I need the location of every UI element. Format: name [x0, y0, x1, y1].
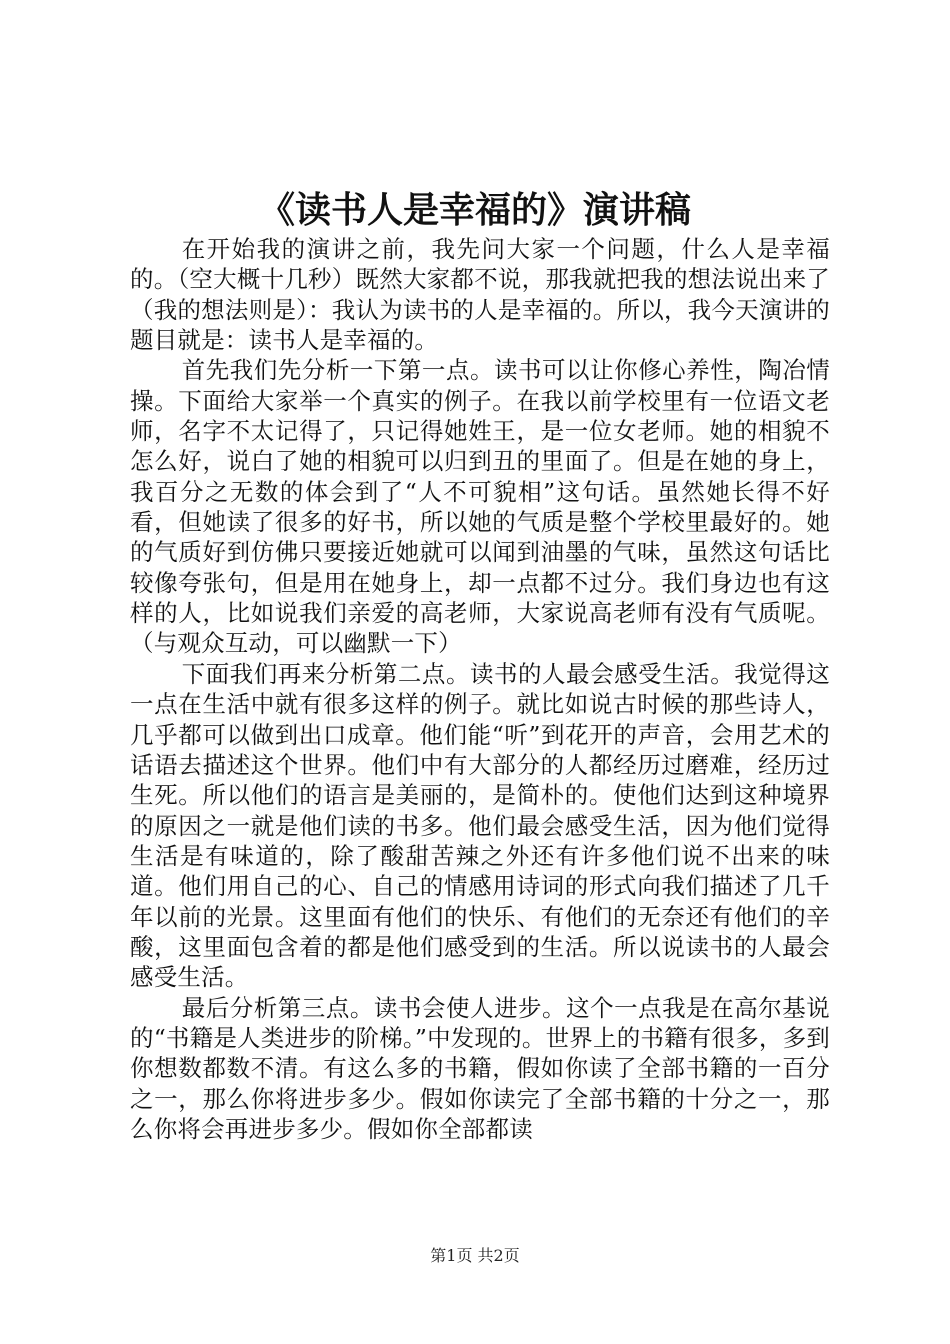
paragraph: 在开始我的演讲之前，我先问大家一个问题，什么人是幸福的。（空大概十几秒）既然大家都不说，那我就把我的想法说出来了（我的想法则是）：我认为读书的人是幸福的。所以，我今天演讲的题目就是：读书人是幸福的。: [130, 235, 830, 355]
paragraph: 下面我们再来分析第二点。读书的人最会感受生活。我觉得这一点在生活中就有很多这样的例子。就比如说古时候的那些诗人，几乎都可以做到出口成章。他们能“听”到花开的声音，会用艺术的话语去描述这个世界。他们中有大部分的人都经历过磨难，经历过生死。所以他们的语言是美丽的，是简朴的。使他们达到这种境界的原因之一就是他们读的书多。他们最会感受生活，因为他们觉得生活是有味道的，除了酸甜苦辣之外还有许多他们说不出来的味道。他们用自己的心、自己的情感用诗词的形式向我们描述了几千年以前的光景。这里面有他们的快乐、有他们的无奈还有他们的辛酸，这里面包含着的都是他们感受到的生活。所以说读书的人最会感受生活。: [130, 659, 830, 992]
paragraph: 首先我们先分析一下第一点。读书可以让你修心养性，陶冶情操。下面给大家举一个真实的例子。在我以前学校里有一位语文老师，名字不太记得了，只记得她姓王，是一位女老师。她的相貌不怎么好，说白了她的相貌可以归到丑的里面了。但是在她的身上，我百分之无数的体会到了“人不可貌相”这句话。虽然她长得不好看，但她读了很多的好书，所以她的气质是整个学校里最好的。她的气质好到仿佛只要接近她就可以闻到油墨的气味，虽然这句话比较像夸张句，但是用在她身上，却一点都不过分。我们身边也有这样的人，比如说我们亲爱的高老师，大家说高老师有没有气质呢。（与观众互动，可以幽默一下）: [130, 356, 830, 658]
document-title: 《读书人是幸福的》演讲稿: [258, 189, 691, 231]
paragraph: 最后分析第三点。读书会使人进步。这个一点我是在高尔基说的“书籍是人类进步的阶梯。”中发现的。世界上的书籍有很多，多到你想数都数不清。有这么多的书籍，假如你读了全部书籍的一百分之一，那么你将进步多少。假如你读完了全部书籍的十分之一，那么你将会再进步多少。假如你全部都读: [130, 993, 830, 1143]
document-body: [130, 234, 830, 1144]
page-number-footer: 第1页 共2页: [430, 1246, 520, 1265]
